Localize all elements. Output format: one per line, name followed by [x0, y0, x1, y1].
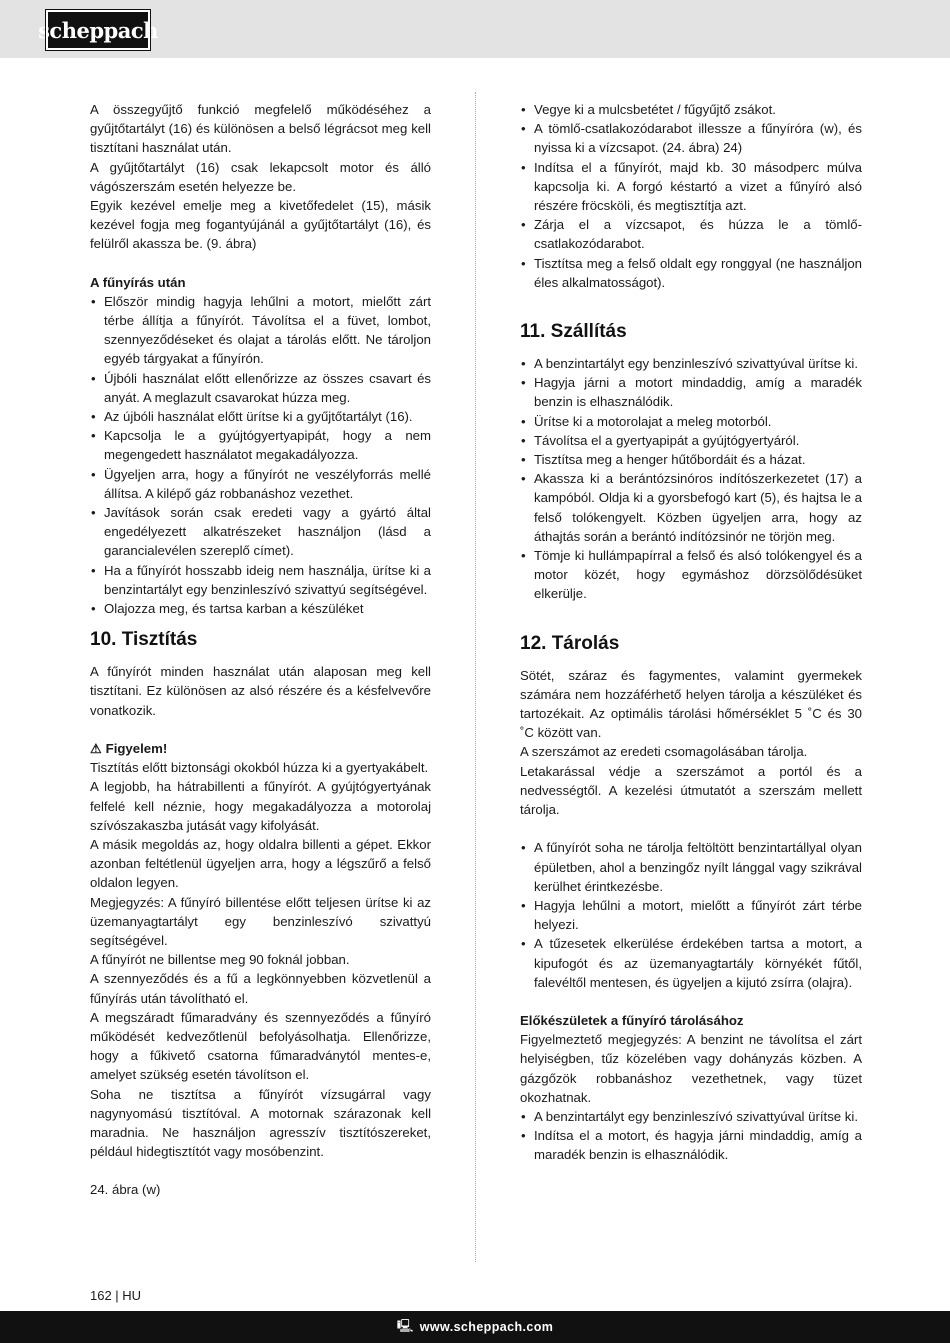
- warning-paragraph: A szennyeződés és a fű a legkönnyebben közvetlenül a fűnyírás után távolítható el.: [90, 971, 431, 1006]
- list-item: • Javítások során csak eredeti vagy a gyártó által engedélyezett alkatrészeket használjon (lásd a garancialevélen szereplő címet).: [90, 503, 431, 561]
- list-item: • A tömlő-csatlakozódarabot illessze a fűnyíróra (w), és nyissa ki a vízcsapot. (24. ábra) 24): [520, 119, 862, 157]
- warning-heading: [90, 739, 431, 758]
- after-mowing-list: [90, 292, 431, 618]
- after-mowing-heading: A fűnyírás után: [90, 274, 186, 290]
- warning-paragraph: A fűnyírót ne billentse meg 90 foknál jobban.: [90, 952, 350, 968]
- list-item: • Újbóli használat előtt ellenőrizze az összes csavart és anyát. A meglazult csavarokat húzza meg.: [90, 369, 431, 407]
- cleaning-intro: A fűnyírót minden használat után alaposan meg kell tisztítani. Ez különösen az alsó részére és a késfelvevőre vonatkozik.: [90, 664, 431, 718]
- warning-paragraph: A legjobb, ha hátrabillenti a fűnyírót. A gyújtógyertyának felfelé kell néznie, hogy megakadályozza a motorolaj szívószakaszba jutását vagy kifolyását.: [90, 779, 431, 833]
- storage-paragraph: A szerszámot az eredeti csomagolásában tárolja.: [520, 744, 808, 760]
- storage-prep-list: [520, 1107, 862, 1165]
- column-divider: [475, 92, 476, 1262]
- list-item: • Zárja el a vízcsapot, és húzza le a tömlő-csatlakozódarabot.: [520, 215, 862, 253]
- warning-paragraph: A megszáradt fűmaradvány és szennyeződés a fűnyíró működését kedvezőtlenül befolyásolhatja. Ellenőrizze, hogy a fűkivető csatorna fűmaradványtól mentes-e, amelyet szükség esetén távolítson el.: [90, 1009, 431, 1083]
- list-item: • Indítsa el a fűnyírót, majd kb. 30 másodperc múlva kapcsolja ki. A forgó késtartó a vizet a fűnyíró alsó részére fröcsköli, és megtisztítja azt.: [520, 158, 862, 216]
- intro-paragraph: Egyik kezével emelje meg a kivetőfedelet (15), másik kezével fogja meg fogantyújánál a gyűjtőtartályt (16), és felülről akassza be. (9. ábra): [90, 198, 431, 252]
- list-item: • Akassza ki a berántózsinóros indítószerkezetet (17) a kampóból. Oldja ki a gyorsbefogó kart (5), és hajtsa le a felső tolókengyelt. Közben ügyeljen arra, hogy az áthajtás során a berántó indítózsinór ne törjön meg.: [520, 469, 862, 546]
- intro-paragraph: A gyűjtőtartályt (16) csak lekapcsolt motor és álló vágószerszám esetén helyezze be.: [90, 159, 431, 194]
- list-item: • Távolítsa el a gyertyapipát a gyújtógyertyáról.: [520, 431, 862, 450]
- warning-triangle-icon: ⚠: [90, 740, 102, 756]
- list-item: • Olajozza meg, és tartsa karban a készüléket: [90, 599, 431, 618]
- list-item: • Ürítse ki a motorolajat a meleg motorból.: [520, 412, 862, 431]
- list-item: • Először mindig hagyja lehűlni a motort, mielőtt zárt térbe állítja a fűnyírót. Távolítsa el a füvet, lombot, szennyeződéseket és olajat a tárolás előtt. Ne tároljon egyéb tárgyakat a fűnyírón.: [90, 292, 431, 369]
- cleaning-steps-list: [520, 100, 862, 292]
- list-item: • A benzintartályt egy benzinleszívó szivattyúval ürítse ki.: [520, 354, 862, 373]
- list-item: • A tűzesetek elkerülése érdekében tartsa a motort, a kipufogót és az üzemanyagtartály környékét fűtől, falevéltől mentesen, és ügyeljen a kijutó zsírra (olajra).: [520, 934, 862, 992]
- storage-heading: 12. Tárolás: [520, 632, 620, 654]
- list-item: • Tömje ki hullámpapírral a felső és alsó tolókengyel és a motor közét, hogy egymáshoz dörzsölődésüket elkerülje.: [520, 546, 862, 604]
- warning-paragraph: Soha ne tisztítsa a fűnyírót vízsugárral vagy nagynyomású tisztítóval. A motornak szárazonak kell maradnia. Ne használjon agresszív tisztítószereket, például hidegtisztítót vagy mosóbenzint.: [90, 1086, 431, 1160]
- storage-list: [520, 838, 862, 992]
- warning-paragraph: Megjegyzés: A fűnyíró billentése előtt teljesen ürítse ki az üzemanyagtartályt egy benzinleszívó szivattyú segítségével.: [90, 894, 431, 948]
- list-item: • Ha a fűnyírót hosszabb ideig nem használja, ürítse ki a benzintartályt egy benzinleszívó szivattyú segítségével.: [90, 561, 431, 599]
- header-bar: [0, 0, 950, 58]
- transport-heading: 11. Szállítás: [520, 321, 627, 343]
- right-column: [520, 100, 862, 1165]
- brand-logo: scheppach: [46, 10, 150, 50]
- list-item: • Az újbóli használat előtt ürítse ki a gyűjtőtartályt (16).: [90, 407, 431, 426]
- figure-reference: 24. ábra (w): [90, 1182, 161, 1198]
- intro-paragraph: A összegyűjtő funkció megfelelő működéséhez a gyűjtőtartályt (16) és különösen a belső légrácsot meg kell tisztítani használat után.: [90, 102, 431, 156]
- warning-paragraph: A másik megoldás az, hogy oldalra billenti a gépet. Ekkor azonban feltétlenül ügyeljen arra, hogy a légszűrő a felső oldalon legyen.: [90, 836, 431, 891]
- list-item: • A benzintartályt egy benzinleszívó szivattyúval ürítse ki.: [520, 1107, 862, 1126]
- left-column: [90, 100, 431, 1200]
- list-item: • A fűnyírót soha ne tárolja feltöltött benzintartállyal olyan épületben, ahol a benzingőz nyílt lánggal vagy szikrával kerülhet érintkezésbe.: [520, 838, 862, 896]
- storage-paragraph: Sötét, száraz és fagymentes, valamint gyermekek számára nem hozzáférhető helyen tárolja a készüléket és tartozékait. Az optimális tárolási hőmérséklet 5 ˚C és 30 ˚C között van.: [520, 667, 862, 741]
- list-item: • Ügyeljen arra, hogy a fűnyírót ne veszélyforrás mellé állítsa. A kilépő gáz robbanáshoz vezethet.: [90, 465, 431, 503]
- list-item: • Tisztítsa meg a felső oldalt egy ronggyal (ne használjon éles alkalmatosságot).: [520, 254, 862, 292]
- list-item: • Hagyja lehűlni a motort, mielőtt a fűnyírót zárt térbe helyezi.: [520, 896, 862, 934]
- transport-list: [520, 354, 862, 604]
- website-link[interactable]: www.scheppach.com: [419, 1320, 554, 1334]
- storage-prep-heading: Előkészületek a fűnyíró tárolásához: [520, 1012, 744, 1028]
- monitor-icon: 🖳: [396, 1318, 414, 1333]
- footer-bar: [0, 1311, 950, 1343]
- warning-paragraph: Tisztítás előtt biztonsági okokból húzza ki a gyertyakábelt.: [90, 760, 429, 776]
- list-item: • Indítsa el a motort, és hagyja járni mindaddig, amíg a maradék benzin is elhasználódik.: [520, 1126, 862, 1164]
- storage-paragraph: Letakarással védje a szerszámot a portól és a nedvességtől. A kezelési útmutatót a szerszám mellett tárolja.: [520, 763, 862, 818]
- cleaning-heading: 10. Tisztítás: [90, 629, 198, 651]
- list-item: • Hagyja járni a motort mindaddig, amíg a maradék benzin is elhasználódik.: [520, 373, 862, 411]
- list-item: • Tisztítsa meg a henger hűtőbordáit és a házat.: [520, 450, 862, 469]
- list-item: • Vegye ki a mulcsbetétet / fűgyűjtő zsákot.: [520, 100, 862, 119]
- page-number: 162 | HU: [90, 1288, 142, 1303]
- warning-label: Figyelem!: [105, 740, 168, 756]
- list-item: • Kapcsolja le a gyújtógyertyapipát, hogy a nem megengedett használatot megakadályozza.: [90, 426, 431, 464]
- storage-prep-paragraph: Figyelmeztető megjegyzés: A benzint ne távolítsa el zárt helyiségben, tűz közelében vagy dohányzás közben. A gázgőzök robbanáshoz vezethetnek, vagy tüzet okozhatnak.: [520, 1032, 862, 1105]
